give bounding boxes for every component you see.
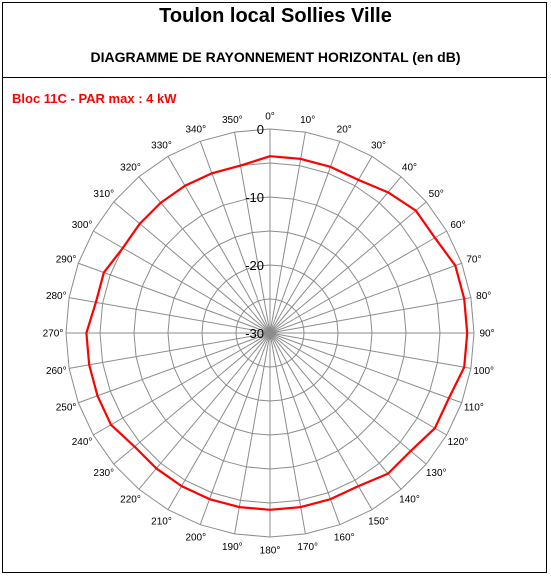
- polar-grid: [66, 129, 474, 537]
- angle-label: 40°: [401, 162, 418, 174]
- angle-label: 120°: [447, 437, 469, 448]
- angle-label: 0°: [265, 111, 275, 123]
- chart-subtitle: DIAGRAMME DE RAYONNEMENT HORIZONTAL (en dB): [90, 49, 461, 65]
- angle-label: 210°: [151, 516, 172, 528]
- radial-tick-label: -20: [245, 258, 264, 273]
- angle-label: 190°: [221, 542, 243, 554]
- angle-label: 160°: [333, 532, 355, 544]
- angle-label: 340°: [185, 124, 207, 136]
- radial-tick-label: 0: [256, 122, 264, 137]
- radial-tick-label: -30: [245, 326, 264, 341]
- angle-label: 260°: [45, 366, 67, 378]
- angle-label: 10°: [300, 114, 316, 126]
- angle-label: 80°: [476, 290, 492, 302]
- angle-label: 320°: [120, 162, 141, 174]
- angle-label: 30°: [370, 140, 387, 152]
- angle-label: 130°: [425, 467, 447, 479]
- angle-label: 90°: [479, 328, 495, 340]
- angle-label: 70°: [466, 254, 482, 266]
- angle-label: 200°: [185, 532, 207, 544]
- angle-label: 220°: [120, 494, 141, 506]
- angle-label: 100°: [473, 366, 495, 378]
- series-label: Bloc 11C - PAR max : 4 kW: [12, 91, 177, 106]
- angle-label: 180°: [259, 545, 281, 557]
- angle-label: 310°: [93, 189, 115, 201]
- angle-label: 50°: [428, 189, 444, 201]
- angle-label: 300°: [71, 220, 93, 231]
- angle-label: 290°: [55, 254, 77, 266]
- angle-label: 270°: [42, 328, 64, 340]
- chart-title: Toulon local Sollies Ville: [159, 5, 392, 27]
- angle-label: 330°: [151, 140, 172, 152]
- angle-label: 250°: [55, 402, 77, 414]
- angle-label: 150°: [368, 516, 389, 528]
- angle-label: 20°: [336, 124, 352, 136]
- radial-tick-label: -10: [245, 190, 264, 205]
- angle-label: 110°: [463, 402, 484, 414]
- angle-label: 240°: [71, 437, 93, 448]
- angle-label: 60°: [450, 220, 466, 231]
- angle-label: 350°: [221, 114, 243, 126]
- angle-label: 280°: [45, 290, 67, 302]
- angle-label: 170°: [297, 542, 319, 554]
- angle-label: 230°: [93, 467, 115, 479]
- angle-label: 140°: [399, 494, 420, 506]
